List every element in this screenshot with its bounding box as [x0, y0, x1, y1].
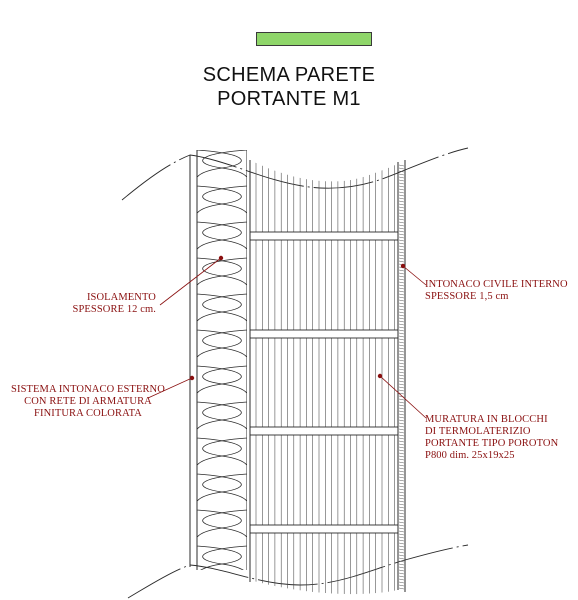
- annotation-muratura-line-3: PORTANTE TIPO POROTON: [425, 438, 559, 449]
- plaster-hatch-line: [399, 180, 404, 181]
- plaster-hatch-line: [399, 468, 404, 469]
- plaster-hatch-line: [399, 207, 404, 208]
- plaster-hatch-line: [399, 306, 404, 307]
- plaster-hatch-line: [399, 399, 404, 400]
- plaster-hatch-line: [399, 192, 404, 193]
- plaster-hatch-line: [399, 408, 404, 409]
- plaster-hatch-line: [399, 426, 404, 427]
- plaster-hatch-line: [399, 210, 404, 211]
- plaster-hatch-line: [399, 291, 404, 292]
- plaster-hatch-line: [399, 288, 404, 289]
- plaster-hatch-line: [399, 417, 404, 418]
- plaster-hatch-line: [399, 195, 404, 196]
- plaster-hatch-line: [399, 483, 404, 484]
- plaster-hatch-line: [399, 204, 404, 205]
- plaster-hatch-line: [399, 219, 404, 220]
- plaster-hatch-line: [399, 345, 404, 346]
- plaster-hatch-line: [399, 444, 404, 445]
- mortar-joint: [250, 330, 398, 338]
- annotation-intonaco-esterno: [8, 384, 168, 420]
- plaster-hatch-line: [399, 339, 404, 340]
- plaster-hatch-line: [399, 360, 404, 361]
- plaster-hatch-line: [399, 273, 404, 274]
- plaster-hatch-line: [399, 576, 404, 577]
- plaster-hatch-line: [399, 282, 404, 283]
- plaster-hatch-line: [399, 168, 404, 169]
- annotation-intonaco-esterno-line-2: CON RETE DI ARMATURA: [24, 396, 152, 407]
- annotation-muratura-line-4: P800 dim. 25x19x25: [425, 450, 515, 461]
- diagram-title-line-1: SCHEMA PARETE: [202, 64, 376, 86]
- plaster-hatch-line: [399, 348, 404, 349]
- plaster-hatch-line: [399, 303, 404, 304]
- plaster-hatch-line: [399, 519, 404, 520]
- plaster-hatch-line: [399, 216, 404, 217]
- plaster-hatch-line: [399, 363, 404, 364]
- plaster-hatch-line: [399, 276, 404, 277]
- plaster-hatch-line: [399, 546, 404, 547]
- mortar-joint: [250, 525, 398, 533]
- plaster-hatch-line: [399, 582, 404, 583]
- plaster-hatch-line: [399, 183, 404, 184]
- plaster-hatch-line: [399, 549, 404, 550]
- brick-masonry-layer: [250, 150, 398, 600]
- annotation-intonaco-interno-line-1: INTONACO CIVILE INTERNO: [425, 279, 568, 290]
- plaster-hatch-line: [399, 270, 404, 271]
- plaster-hatch-line: [399, 375, 404, 376]
- plaster-hatch-line: [399, 330, 404, 331]
- plaster-hatch-line: [399, 513, 404, 514]
- plaster-hatch-line: [399, 198, 404, 199]
- diagram-title-line-2: PORTANTE M1: [217, 88, 361, 110]
- plaster-hatch-line: [399, 522, 404, 523]
- plaster-hatch-line: [399, 297, 404, 298]
- plaster-hatch-line: [399, 342, 404, 343]
- plaster-hatch-line: [399, 237, 404, 238]
- plaster-hatch-line: [399, 498, 404, 499]
- plaster-hatch-line: [399, 312, 404, 313]
- plaster-hatch-line: [399, 558, 404, 559]
- plaster-hatch-line: [399, 525, 404, 526]
- plaster-hatch-line: [399, 231, 404, 232]
- plaster-hatch-line: [399, 450, 404, 451]
- plaster-hatch-line: [399, 570, 404, 571]
- annotation-intonaco-esterno-line-3: FINITURA COLORATA: [34, 408, 142, 419]
- plaster-hatch-line: [399, 384, 404, 385]
- annotation-intonaco-interno: [425, 279, 568, 303]
- plaster-hatch-line: [399, 327, 404, 328]
- annotation-muratura-line-2: DI TERMOLATERIZIO: [425, 426, 531, 437]
- plaster-hatch-line: [399, 189, 404, 190]
- insulation-wave-2: [203, 150, 249, 582]
- plaster-hatch-line: [399, 366, 404, 367]
- plaster-hatch-line: [399, 321, 404, 322]
- plaster-hatch-line: [399, 285, 404, 286]
- plaster-hatch-line: [399, 333, 404, 334]
- plaster-hatch-line: [399, 357, 404, 358]
- plaster-hatch-line: [399, 390, 404, 391]
- plaster-hatch-line: [399, 279, 404, 280]
- annotation-muratura-line-1: MURATURA IN BLOCCHI: [425, 414, 548, 425]
- break-line-bottom: [128, 545, 468, 598]
- plaster-hatch-line: [399, 531, 404, 532]
- plaster-hatch-line: [399, 405, 404, 406]
- plaster-hatch-line: [399, 378, 404, 379]
- plaster-hatch-line: [399, 354, 404, 355]
- plaster-hatch-line: [399, 252, 404, 253]
- insulation-wave-1: [195, 150, 241, 582]
- annotation-isolamento-line-1: ISOLAMENTO: [86, 292, 156, 303]
- plaster-hatch-line: [399, 474, 404, 475]
- plaster-hatch-line: [399, 528, 404, 529]
- plaster-hatch-line: [399, 186, 404, 187]
- plaster-hatch-line: [399, 552, 404, 553]
- plaster-hatch-line: [399, 429, 404, 430]
- plaster-hatch-line: [399, 261, 404, 262]
- plaster-hatch-line: [399, 480, 404, 481]
- plaster-hatch-line: [399, 423, 404, 424]
- plaster-hatch-line: [399, 294, 404, 295]
- plaster-hatch-line: [399, 402, 404, 403]
- plaster-hatch-line: [399, 213, 404, 214]
- annotation-intonaco-interno-line-2: SPESSORE 1,5 cm: [425, 291, 509, 302]
- plaster-hatch-line: [399, 300, 404, 301]
- plaster-hatch-line: [399, 516, 404, 517]
- plaster-hatch-line: [399, 588, 404, 589]
- plaster-hatch-line: [399, 318, 404, 319]
- plaster-hatch-line: [399, 462, 404, 463]
- plaster-hatch-line: [399, 420, 404, 421]
- plaster-hatch-line: [399, 447, 404, 448]
- plaster-hatch-line: [399, 174, 404, 175]
- plaster-hatch-line: [399, 432, 404, 433]
- plaster-hatch-line: [399, 477, 404, 478]
- plaster-hatch-line: [399, 492, 404, 493]
- plaster-hatch-line: [399, 471, 404, 472]
- plaster-hatch-line: [399, 555, 404, 556]
- mortar-joint: [250, 232, 398, 240]
- plaster-hatch-line: [399, 486, 404, 487]
- plaster-hatch-line: [399, 411, 404, 412]
- plaster-hatch-line: [399, 387, 404, 388]
- annotation-isolamento-line-2: SPESSORE 12 cm.: [72, 304, 156, 315]
- plaster-hatch-line: [399, 435, 404, 436]
- plaster-hatch-line: [399, 246, 404, 247]
- plaster-hatch-line: [399, 255, 404, 256]
- plaster-hatch-line: [399, 336, 404, 337]
- plaster-hatch-line: [399, 453, 404, 454]
- plaster-hatch-line: [399, 234, 404, 235]
- plaster-hatch-line: [399, 315, 404, 316]
- plaster-hatch-line: [399, 309, 404, 310]
- plaster-hatch-line: [399, 510, 404, 511]
- annotation-intonaco-esterno-line-1: SISTEMA INTONACO ESTERNO: [11, 384, 165, 395]
- plaster-hatch-line: [399, 567, 404, 568]
- plaster-hatch-line: [399, 573, 404, 574]
- plaster-hatch-line: [399, 501, 404, 502]
- plaster-hatch-line: [399, 177, 404, 178]
- plaster-hatch-line: [399, 369, 404, 370]
- plaster-hatch-line: [399, 534, 404, 535]
- break-line-top: [122, 148, 468, 200]
- plaster-hatch-line: [399, 465, 404, 466]
- annotation-isolamento: [40, 292, 156, 316]
- plaster-hatch-line: [399, 222, 404, 223]
- plaster-hatch-line: [399, 540, 404, 541]
- annotation-muratura: [425, 414, 558, 462]
- plaster-hatch-line: [399, 495, 404, 496]
- plaster-hatch-line: [399, 459, 404, 460]
- plaster-hatch-line: [399, 372, 404, 373]
- plaster-hatch-line: [399, 324, 404, 325]
- plaster-hatch-line: [399, 225, 404, 226]
- plaster-hatch-line: [399, 249, 404, 250]
- mortar-joint: [250, 427, 398, 435]
- plaster-hatch-line: [399, 564, 404, 565]
- internal-plaster-layer: [399, 160, 405, 592]
- insulation-layer: [195, 150, 249, 582]
- plaster-hatch-line: [399, 381, 404, 382]
- external-plaster-layer: [190, 150, 197, 570]
- plaster-hatch-line: [399, 201, 404, 202]
- plaster-hatch-line: [399, 240, 404, 241]
- plaster-hatch-line: [399, 258, 404, 259]
- plaster-hatch-line: [399, 414, 404, 415]
- plaster-hatch-line: [399, 537, 404, 538]
- plaster-hatch-line: [399, 489, 404, 490]
- plaster-hatch-line: [399, 456, 404, 457]
- plaster-hatch-line: [399, 585, 404, 586]
- plaster-hatch-line: [399, 504, 404, 505]
- plaster-hatch-line: [399, 579, 404, 580]
- plaster-hatch-line: [399, 507, 404, 508]
- plaster-hatch-line: [399, 543, 404, 544]
- plaster-hatch-line: [399, 351, 404, 352]
- plaster-hatch-line: [399, 228, 404, 229]
- plaster-hatch-line: [399, 441, 404, 442]
- plaster-hatch-line: [399, 438, 404, 439]
- plaster-hatch-line: [399, 243, 404, 244]
- plaster-hatch-line: [399, 165, 404, 166]
